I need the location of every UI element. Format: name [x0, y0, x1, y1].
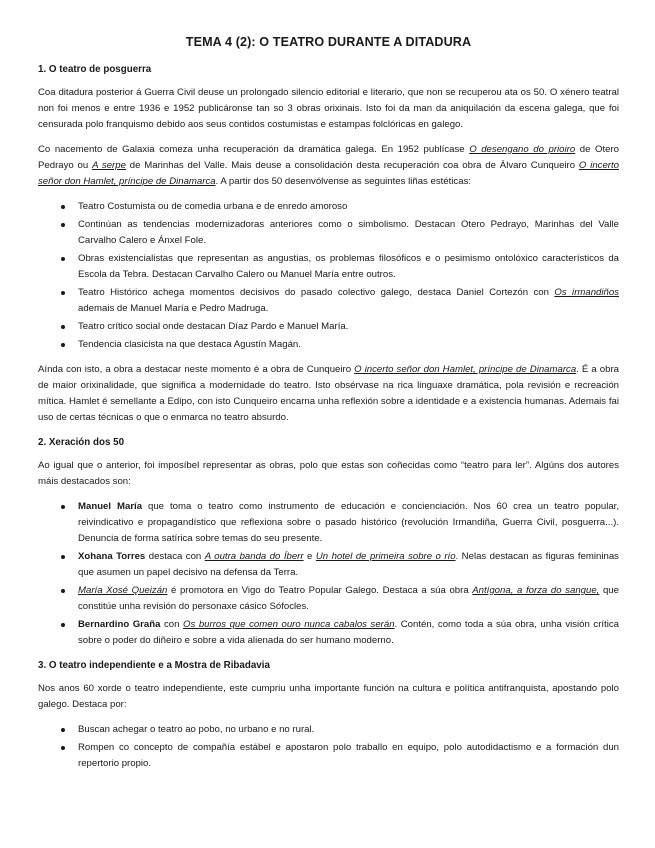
paragraph: Coa ditadura posterior á Guerra Civil deuse un prolongado silencio editorial e literario, que non se recuperou ata os 50. O xénero teatral non foi menos e entre 1936 e 1952 publicáronse tan so 3 obras orixinais. Isto foi da man da aniquilación da escena galega, que foi censurada polo franquismo debido aos seus contidos costumistas e estampas folclóricas en galego. — [38, 87, 619, 130]
list-item: Manuel María que toma o teatro como instrumento de educación e concienciación. Nos 60 crea un teatro popular, reivindicativo e propagandístico que reflexiona sobre o pasado histórico (revolución Irmandiña, Guerra Civil, posguerra...). Denuncia de forma satírica sobre temas do seu presente. — [78, 499, 619, 547]
list-item: Obras existencialistas que representan as angustias, os problemas filosóficos e o pesimismo ontolóxico característicos da Escola da Tebra. Destacan Carvalho Calero ou Manuel María entre outros. — [78, 251, 619, 283]
paragraph: Ao igual que o anterior, foi imposíbel representar as obras, polo que estas son coñecidas como “teatro para ler”. Algúns dos autores máis destacados son: — [38, 460, 619, 487]
work-title: O incerto señor don Hamlet, príncipe de Dinamarca — [354, 364, 577, 375]
author-name: Xohana Torres — [78, 551, 146, 562]
paragraph: Aínda con isto, a obra a destacar neste momento é a obra de Cunqueiro O incerto señor don Hamlet, príncipe de Dinamarca. É a obra de maior orixinalidade, que significa a modernidade do teatro. Isto obsérvase na rica linguaxe dramática, pola revisión e recreación mítica. Hamlet é semellante a Edipo, con isto Cunqueiro encarna unha reflexión sobre a identidade e a existencia humanas. Ademais fai uso de certas técnicas o que o enmarca no teatro absurdo. — [38, 364, 619, 423]
list-item: Buscan achegar o teatro ao pobo, no urbano e no rural. — [78, 722, 619, 738]
author-name: Manuel María — [78, 501, 143, 512]
author-name: María Xosé Queizán — [78, 585, 168, 596]
section-heading-1: 1. O teatro de posguerra — [38, 64, 152, 75]
section-heading-3: 3. O teatro independiente e a Mostra de Ribadavia — [38, 660, 270, 671]
list-item: Teatro Histórico achega momentos decisivos do pasado colectivo galego, destaca Daniel Cortezón con Os irmandiños ademais de Manuel María e Pedro Madruga. — [78, 285, 619, 317]
list-item: Continúan as tendencias modernizadoras anteriores como o simbolismo. Destacan Otero Pedrayo, Marinhas del Valle Carvalho Calero e Ánxel Fole. — [78, 217, 619, 249]
bullet-list — [38, 199, 619, 353]
paragraph: Co nacemento de Galaxia comeza unha recuperación da dramática galega. En 1952 publícase O desengano do prioiro de Otero Pedrayo ou A serpe de Marinhas del Valle. Mais deuse a consolidación desta recuperación coa obra de Álvaro Cunqueiro O incerto señor don Hamlet, príncipe de Dinamarca. A partir dos 50 desenvólvense as seguintes liñas estéticas: — [38, 144, 619, 187]
section-heading-2: 2. Xeración dos 50 — [38, 437, 125, 448]
bullet-list — [38, 499, 619, 649]
work-title: Antígona, a forza do sangue, — [472, 585, 600, 596]
work-title: O desengano do prioiro — [469, 144, 576, 155]
work-title: O incerto señor don Hamlet, príncipe de Dinamarca — [38, 160, 619, 187]
author-name: Bernardino Graña — [78, 619, 161, 630]
work-title: A outra banda do Íberr — [204, 551, 304, 562]
work-title: Os burros que comen ouro nunca cabalos serán — [183, 619, 395, 630]
page-title: TEMA 4 (2): O TEATRO DURANTE A DITADURA — [185, 35, 472, 49]
list-item: Rompen co concepto de compañía estábel e apostaron polo traballo en equipo, polo autodidactismo e a formación dun repertorio propio. — [78, 740, 619, 772]
list-item: Xohana Torres destaca con A outra banda do Íberr e Un hotel de primeira sobre o río. Nelas destacan as figuras femininas que asumen un papel decisivo na defensa da Terra. — [78, 549, 619, 581]
list-item: Bernardino Graña con Os burros que comen ouro nunca cabalos serán. Contén, como toda a súa obra, unha visión crítica sobre o poder do diñeiro e sobre a vida alienada do ser humano moderno. — [78, 617, 619, 649]
work-title: A serpe — [92, 160, 126, 171]
list-item: María Xosé Queizán é promotora en Vigo do Teatro Popular Galego. Destaca a súa obra Antígona, a forza do sangue, que constitúe unha revisión do personaxe cásico Sófocles. — [78, 583, 619, 615]
list-item: Tendencia clasicista na que destaca Agustín Magán. — [78, 337, 619, 353]
bullet-list — [38, 722, 619, 772]
work-title: Un hotel de primeira sobre o río — [315, 551, 456, 562]
list-item: Teatro Costumista ou de comedia urbana e de enredo amoroso — [78, 199, 619, 215]
work-title: Os irmandiños — [554, 287, 619, 298]
list-item: Teatro crítico social onde destacan Díaz Pardo e Manuel María. — [78, 319, 619, 335]
paragraph: Nos anos 60 xorde o teatro independiente, este cumpriu unha importante función na cultura e política antifranquista, apostando polo galego. Destaca por: — [38, 683, 619, 710]
